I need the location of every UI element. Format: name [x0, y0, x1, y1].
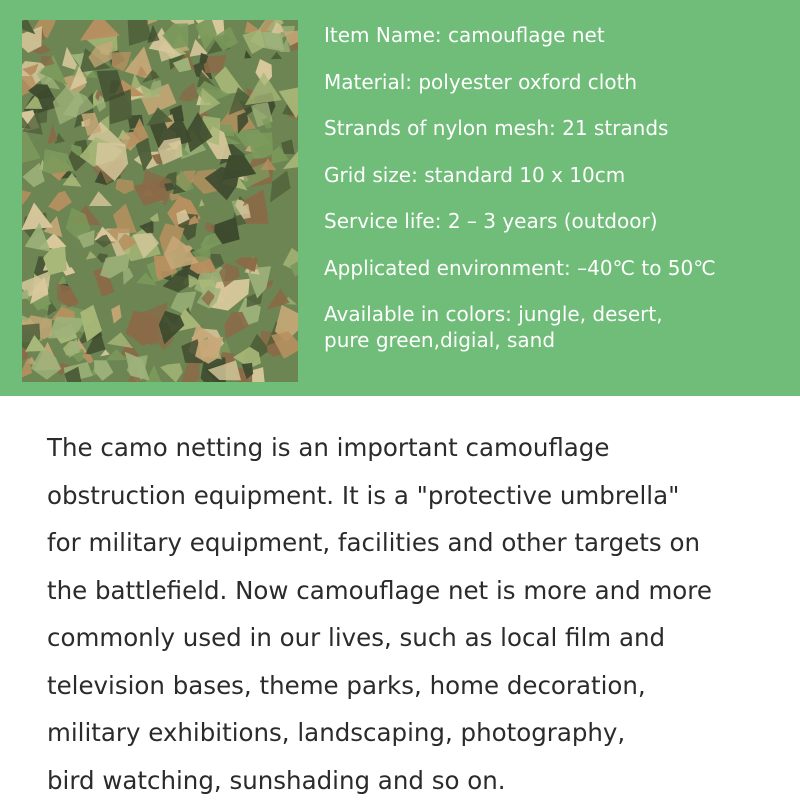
spec-strands: Strands of nylon mesh: 21 strands: [324, 115, 794, 141]
description-line: bird watching, sunshading and so on.: [47, 757, 787, 804]
camo-leaf: [58, 276, 67, 285]
camo-leaf: [100, 350, 110, 357]
camo-leaf: [160, 363, 183, 382]
camo-leaf: [245, 72, 282, 105]
description-line: The camo netting is an important camouflage: [47, 424, 787, 472]
camo-leaf: [150, 213, 159, 222]
spec-list: [324, 22, 794, 374]
camo-leaf: [111, 305, 121, 324]
camo-leaf: [270, 171, 291, 203]
camo-leaf: [267, 288, 290, 310]
camo-leaf: [205, 222, 215, 232]
camo-leaf: [116, 179, 135, 195]
camo-leaf: [22, 189, 32, 207]
camo-leaf: [271, 52, 282, 59]
camo-leaf: [31, 347, 61, 380]
description-line: the battlefield. Now camouflage net is more and more: [47, 567, 787, 615]
description-line: obstruction equipment. It is a "protective umbrella": [47, 472, 787, 520]
spec-item-name: Item Name: camouflage net: [324, 22, 794, 48]
spec-material: Material: polyester oxford cloth: [324, 69, 794, 95]
description-line: commonly used in our lives, such as local film and: [47, 614, 787, 662]
spec-colors: [324, 301, 794, 353]
camo-leaf: [243, 30, 265, 55]
product-description: [47, 424, 787, 804]
camo-leaf: [86, 251, 97, 260]
description-line: military exhibitions, landscaping, photography,: [47, 709, 787, 757]
spec-colors-line-2: pure green,digial, sand: [324, 328, 555, 352]
spec-service-life: Service life: 2 – 3 years (outdoor): [324, 208, 794, 234]
camouflage-net-photo: [22, 20, 298, 382]
spec-grid-size: Grid size: standard 10 x 10cm: [324, 162, 794, 188]
camo-leaf: [199, 199, 205, 207]
camo-leaf: [244, 50, 251, 58]
camo-leaf: [94, 360, 113, 381]
camo-leaf: [148, 20, 158, 25]
camo-leaf: [89, 191, 112, 206]
spec-colors-line-1: Available in colors: jungle, desert,: [324, 302, 663, 326]
description-line: for military equipment, facilities and other targets on: [47, 519, 787, 567]
description-line: television bases, theme parks, home decoration,: [47, 662, 787, 710]
camouflage-net-image: [22, 20, 298, 382]
camo-leaf: [178, 83, 198, 102]
camo-leaf: [123, 268, 133, 285]
spec-environment: Applicated environment: –40℃ to 50℃: [324, 255, 794, 281]
camo-leaf: [43, 149, 75, 174]
camo-leaf: [48, 191, 72, 212]
product-spec-panel: [0, 0, 800, 396]
